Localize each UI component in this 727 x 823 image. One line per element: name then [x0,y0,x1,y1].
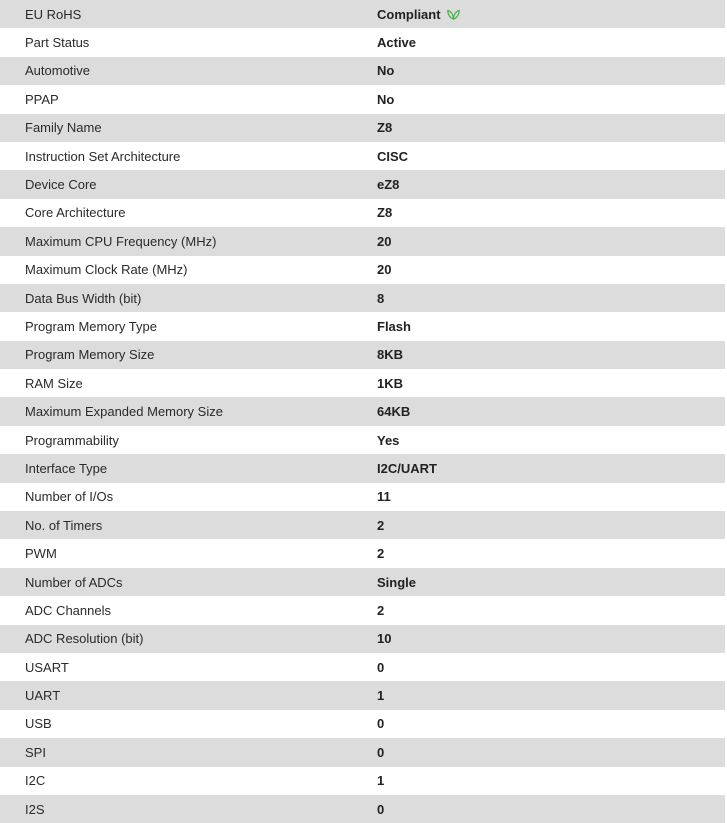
spec-value: 64KB [377,404,411,420]
spec-row-part-status [0,28,725,56]
spec-value: Z8 [377,205,393,221]
spec-label: Data Bus Width (bit) [25,290,142,306]
spec-row-max-cpu-frequency [0,227,725,255]
spec-value: No [377,63,395,79]
spec-label: EU RoHS [25,6,82,22]
spec-label: PWM [25,546,57,562]
spec-label: Instruction Set Architecture [25,148,181,164]
spec-value: 1KB [377,375,404,391]
spec-label: Program Memory Type [25,318,157,334]
spec-value: Active [377,35,417,51]
spec-value: 10 [377,631,392,647]
spec-label: I2S [25,801,45,817]
spec-row-adc-resolution [0,625,725,653]
spec-label: No. of Timers [25,517,103,533]
spec-value: 0 [377,744,385,760]
spec-label: Program Memory Size [25,347,155,363]
spec-label: ADC Channels [25,602,111,618]
spec-value: 0 [377,659,385,675]
spec-row-uart [0,681,725,709]
spec-label: RAM Size [25,375,83,391]
spec-value: Z8 [377,120,393,136]
spec-label: PPAP [25,91,59,107]
spec-label: ADC Resolution (bit) [25,631,144,647]
spec-label: Automotive [25,63,91,79]
spec-value: 11 [377,489,391,505]
spec-label: I2C [25,773,46,789]
spec-row-program-memory-type [0,312,725,340]
spec-row-program-memory-size [0,341,725,369]
spec-value: Flash [377,318,411,334]
spec-row-family-name [0,114,725,142]
spec-row-core-architecture [0,199,725,227]
spec-value: eZ8 [377,177,400,193]
spec-row-timers [0,511,725,539]
spec-row-max-clock-rate [0,256,725,284]
spec-row-eu-rohs [0,0,725,28]
spec-label: Maximum Clock Rate (MHz) [25,262,188,278]
spec-row-automotive [0,57,725,85]
spec-row-interface-type [0,454,725,482]
spec-row-number-of-ios [0,483,725,511]
spec-label: Device Core [25,177,97,193]
spec-row-instruction-set [0,142,725,170]
spec-value: 1 [377,773,385,789]
spec-value: 8 [377,290,385,306]
spec-value [377,7,460,22]
spec-value-text: Compliant [377,6,441,22]
spec-row-usart [0,653,725,681]
spec-row-device-core [0,170,725,198]
spec-label: Maximum CPU Frequency (MHz) [25,233,217,249]
spec-row-data-bus-width [0,284,725,312]
spec-value: 20 [377,233,392,249]
spec-label: Number of I/Os [25,489,114,505]
spec-value: 8KB [377,347,404,363]
spec-label: UART [25,688,61,704]
spec-label: Core Architecture [25,205,126,221]
spec-row-usb [0,710,725,738]
spec-value: Yes [377,432,400,448]
leaf-icon [447,9,460,20]
spec-value: 0 [377,801,385,817]
spec-value: No [377,91,395,107]
spec-value: 2 [377,517,385,533]
spec-label: USART [25,659,69,675]
spec-label: Family Name [25,120,102,136]
spec-value: CISC [377,148,409,164]
spec-value: 20 [377,262,392,278]
spec-row-programmability [0,426,725,454]
spec-label: Part Status [25,35,90,51]
spec-label: SPI [25,744,46,760]
spec-row-spi [0,738,725,766]
spec-value: 2 [377,546,385,562]
spec-label: Number of ADCs [25,574,123,590]
spec-row-ram-size [0,369,725,397]
spec-row-ppap [0,85,725,113]
spec-label: Maximum Expanded Memory Size [25,404,223,420]
spec-value: I2C/UART [377,460,437,476]
spec-row-number-of-adcs [0,568,725,596]
spec-value: 1 [377,688,385,704]
spec-label: Interface Type [25,460,108,476]
spec-value: 0 [377,716,385,732]
spec-label: USB [25,716,52,732]
spec-value: Single [377,574,417,590]
spec-label: Programmability [25,432,119,448]
spec-row-max-expanded-memory [0,397,725,425]
spec-row-i2s [0,795,725,823]
spec-row-pwm [0,539,725,567]
spec-row-i2c [0,767,725,795]
spec-value: 2 [377,602,385,618]
spec-row-adc-channels [0,596,725,624]
